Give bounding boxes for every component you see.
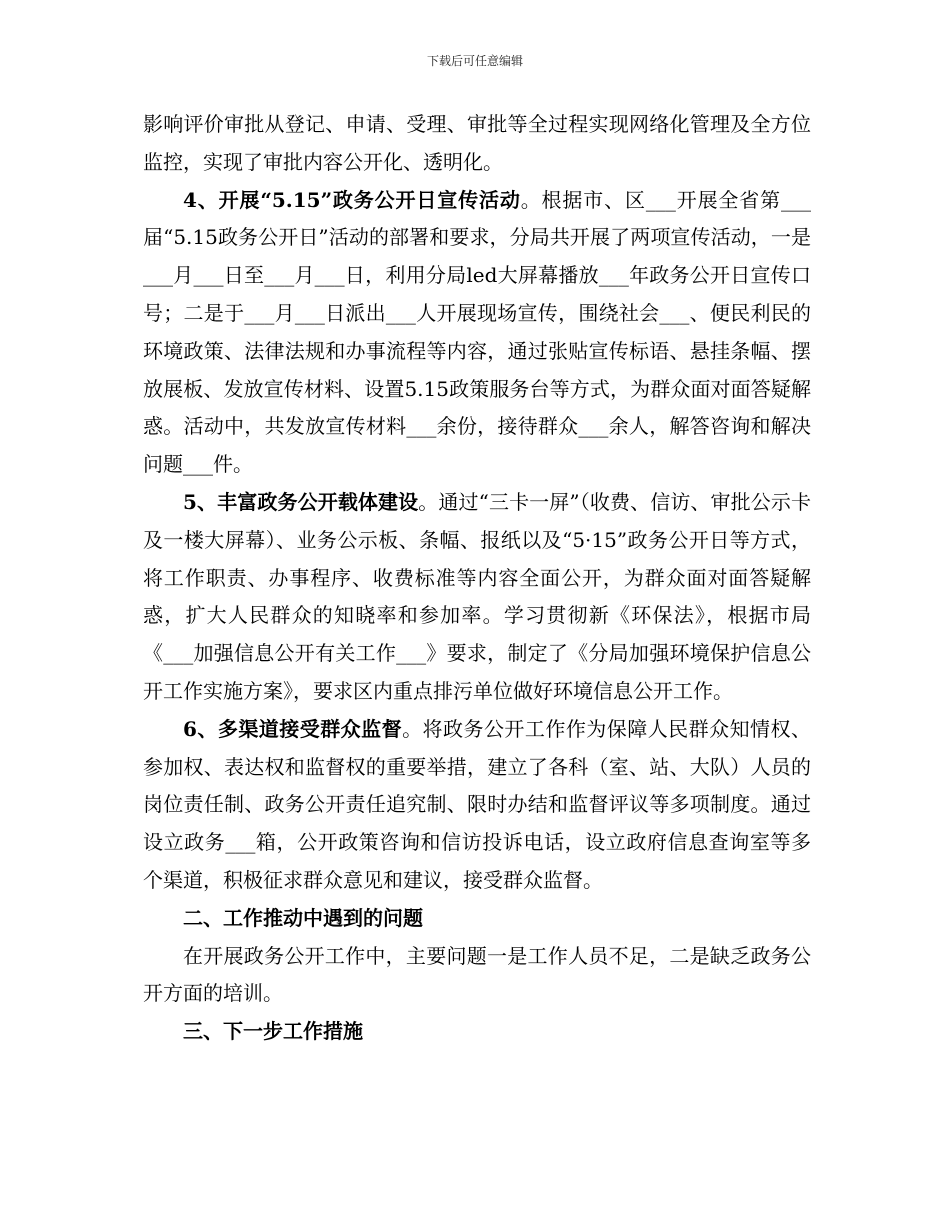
section-heading-3: 三、下一步工作措施	[183, 1019, 363, 1044]
paragraph-item-5	[143, 484, 811, 711]
item-5-text: 。通过“三卡一屏”（收费、信访、审批公示卡及一楼大屏幕）、业务公示板、条幅、报纸以及“5·15”政务公开日等方式，将工作职责、办事程序、收费标准等内容全面公开，为群众面对面答疑解惑，扩大人民群众的知晓率和参加率。学习贯彻新《环保法》，根据市局《___加强信息公开有关工作___》要求，制定了《分局加强环境保护信息公开工作实施方案》，要求区内重点排污单位做好环境信息公开工作。	[143, 489, 811, 703]
paragraph-item-4	[143, 182, 811, 484]
item-5-title: 5、丰富政务公开载体建设	[183, 489, 419, 514]
paragraph-continuation: 影响评价审批从登记、申请、受理、审批等全过程实现网络化管理及全方位监控，实现了审批内容公开化、透明化。	[143, 112, 811, 174]
item-4-text: 。根据市、区___开展全省第___届“5.15政务公开日”活动的部署和要求，分局共开展了两项宣传活动，一是___月___日至___月___日，利用分局led大屏幕播放___年政务公开日宣传口号；二是于___月___日派出___人开展现场宣传，围绕社会___、便民利民的环境政策、法律法规和办事流程等内容，通过张贴宣传标语、悬挂条幅、摆放展板、发放宣传材料、设置5.15政策服务台等方式，为群众面对面答疑解惑。活动中，共发放宣传材料___余份，接待群众___余人，解答咨询和解决问题___件。	[143, 187, 812, 477]
paragraph-problems: 在开展政务公开工作中，主要问题一是工作人员不足，二是缺乏政务公开方面的培训。	[143, 943, 811, 1006]
item-6-title: 6、多渠道接受群众监督	[183, 716, 403, 741]
item-4-title: 4、开展“5.15”政务公开日宣传活动	[183, 187, 521, 212]
paragraph-item-6	[143, 711, 811, 900]
item-6-text: 。将政务公开工作作为保障人民群众知情权、参加权、表达权和监督权的重要举措，建立了各科（室、站、大队）人员的岗位责任制、政务公开责任追究制、限时办结和监督评议等多项制度。通过设立政务___箱，公开政策咨询和信访投诉电话，设立政府信息查询室等多个渠道，积极征求群众意见和建议，接受群众监督。	[143, 716, 811, 892]
section-heading-2: 二、工作推动中遇到的问题	[183, 905, 423, 930]
page-header-note: 下载后可任意编辑	[426, 54, 523, 68]
document-body	[143, 106, 811, 1051]
